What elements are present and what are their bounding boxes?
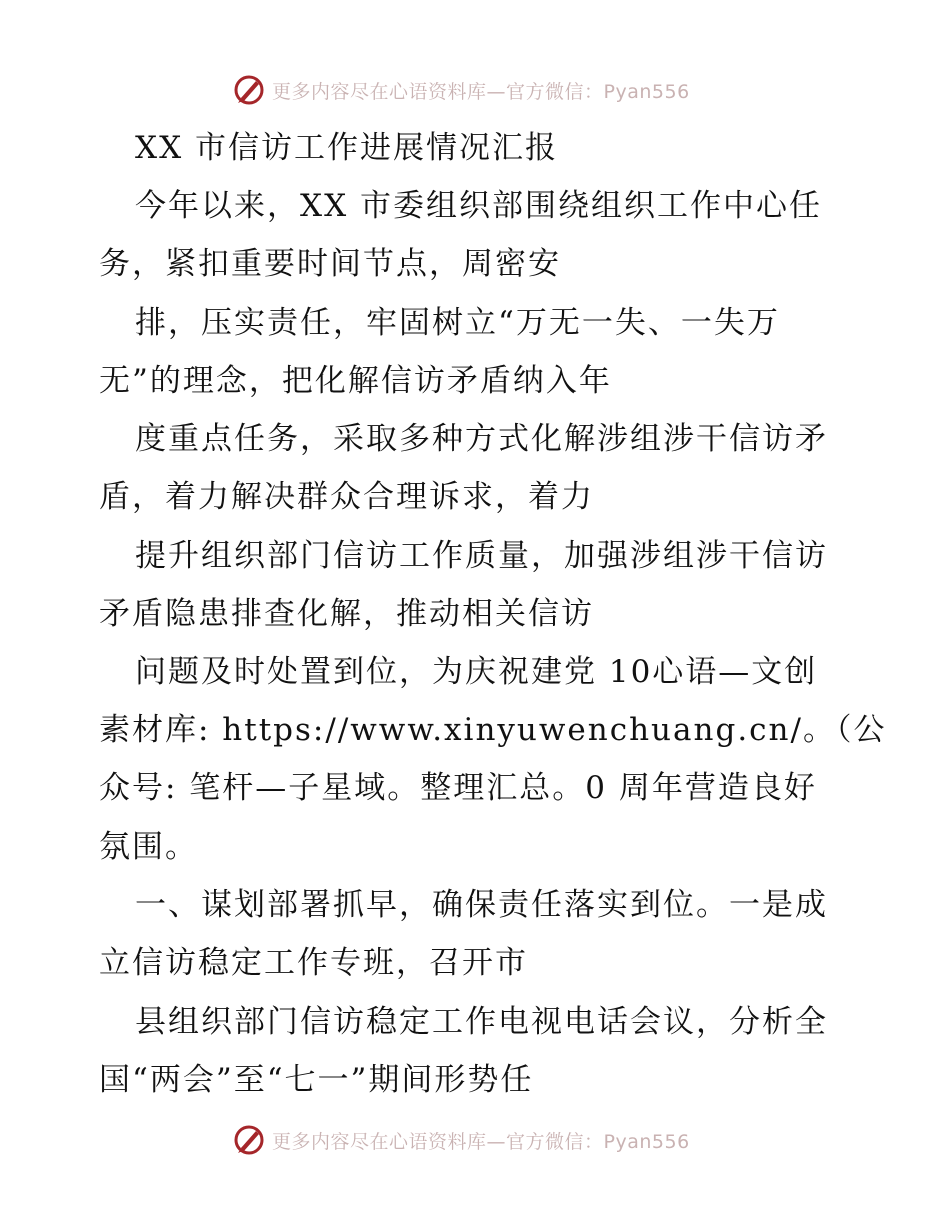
watermark-text: 更多内容尽在心语资料库—官方微信：Pyan556 <box>272 80 690 103</box>
section-heading-line: 一、谋划部署抓早，确保责任落实到位。一是成 <box>135 887 828 923</box>
paragraph-line: 盾，着力解决群众合理诉求，着力 <box>99 479 594 515</box>
paragraph-line: 今年以来，XX 市委组织部围绕组织工作中心任 <box>135 188 822 224</box>
paragraph-line: 县组织部门信访稳定工作电视电话会议，分析全 <box>135 1004 828 1040</box>
paragraph-line: 务，紧扣重要时间节点，周密安 <box>99 246 561 282</box>
paragraph-line: 问题及时处置到位，为庆祝建党 10心语—文创 <box>135 654 818 690</box>
paragraph-line: 排，压实责任，牢固树立“万无一失、一失万 <box>135 305 780 341</box>
paragraph-line: 众号: 笔杆—子星域。整理汇总。0 周年营造良好 <box>99 770 817 806</box>
paragraph-line: 矛盾隐患排查化解，推动相关信访 <box>99 596 594 632</box>
paragraph-line: 提升组织部门信访工作质量，加强涉组涉干信访 <box>135 538 828 574</box>
paragraph-line: 度重点任务，采取多种方式化解涉组涉干信访矛 <box>135 421 828 457</box>
watermark-text: 更多内容尽在心语资料库—官方微信：Pyan556 <box>272 1130 690 1153</box>
watermark-banner-top[interactable] <box>232 73 690 107</box>
watermark-banner-bottom[interactable] <box>232 1123 690 1157</box>
document-title: XX 市信访工作进展情况汇报 <box>135 130 558 166</box>
paragraph-line: 素材库: https://www.xinyuwenchuang.cn/。（公 <box>99 712 887 748</box>
paragraph-line: 氛围。 <box>99 829 198 865</box>
paragraph-line: 国“两会”至“七一”期间形势任 <box>99 1062 534 1098</box>
pen-circle-logo-icon <box>232 73 266 107</box>
paragraph-line: 立信访稳定工作专班，召开市 <box>99 945 528 981</box>
pen-circle-logo-icon <box>232 1123 266 1157</box>
paragraph-line: 无”的理念，把化解信访矛盾纳入年 <box>99 363 612 399</box>
